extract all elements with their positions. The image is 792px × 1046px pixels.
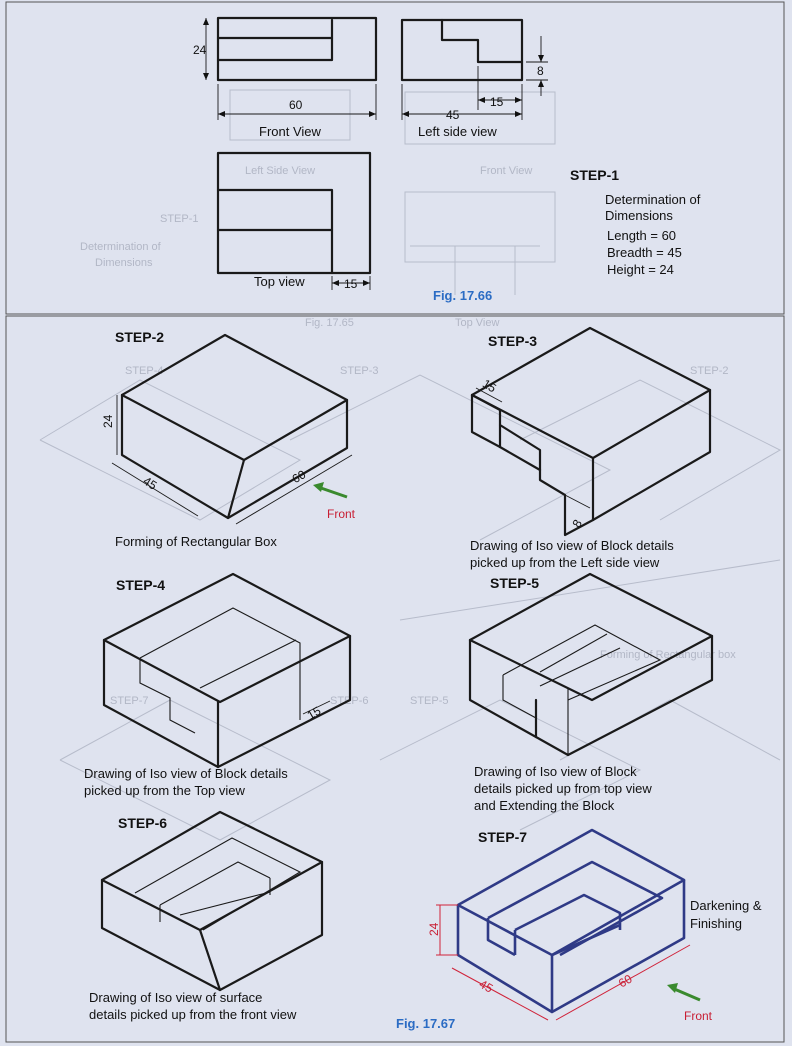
- step7-breadth-dim: 45: [476, 976, 496, 996]
- left-side-view: [402, 20, 548, 139]
- left-step-width-dim: 15: [490, 95, 504, 109]
- step3-box: [470, 328, 710, 570]
- front-arrow-icon: [672, 988, 700, 1000]
- step1-length: Length = 60: [607, 228, 677, 243]
- ghost-text: STEP-5: [410, 695, 449, 707]
- fig1-label: Fig. 17.66: [433, 288, 493, 303]
- step1-breadth: Breadth = 45: [607, 245, 682, 260]
- step3-side-dim: 8: [569, 517, 585, 530]
- step7-note2: Finishing: [690, 916, 743, 931]
- ghost-text: STEP-7: [110, 695, 149, 707]
- step7-box: [427, 829, 762, 1023]
- front-arrow-icon: [318, 487, 347, 497]
- step1-height: Height = 24: [607, 262, 674, 277]
- ghost-text: Fig. 17.65: [305, 317, 354, 329]
- step4-title: STEP-4: [116, 577, 166, 593]
- step3-top-dim: 15: [480, 376, 499, 396]
- step7-note1: Darkening &: [690, 898, 762, 913]
- ghost-text: STEP-3: [340, 365, 379, 377]
- step2-front-label: Front: [327, 507, 356, 521]
- top-view-label: Top view: [254, 274, 305, 289]
- front-length-dim: 60: [289, 98, 303, 112]
- step5-title: STEP-5: [490, 575, 540, 591]
- ghost-text: Front View: [480, 165, 533, 177]
- step1-subtitle2: Dimensions: [605, 208, 673, 223]
- fig2-label: Fig. 17.67: [396, 1016, 456, 1031]
- step6-caption2: details picked up from the front view: [89, 1007, 297, 1022]
- step2-height-dim: 24: [101, 414, 115, 428]
- ghost-text: Determination of: [80, 241, 161, 253]
- step2-breadth-dim: 45: [140, 473, 160, 493]
- step4-caption2: picked up from the Top view: [84, 783, 245, 798]
- step7-height-dim: 24: [427, 922, 441, 936]
- ghost-text: Left Side View: [245, 165, 316, 177]
- step5-caption3: and Extending the Block: [474, 798, 615, 813]
- step1-subtitle: Determination of: [605, 192, 701, 207]
- step1-notes: [570, 167, 701, 277]
- ghost-text: Forming of Rectangular box: [600, 649, 736, 661]
- ghost-text: Top View: [455, 317, 500, 329]
- step1-title: STEP-1: [570, 167, 620, 183]
- step4-box: [84, 574, 350, 798]
- step7-length-dim: 60: [615, 971, 635, 991]
- front-height-dim: 24: [193, 43, 207, 57]
- top-step-dim: 15: [344, 277, 358, 291]
- ghost-text: STEP-4: [125, 365, 164, 377]
- step2-title: STEP-2: [115, 329, 165, 345]
- step3-caption2: picked up from the Left side view: [470, 555, 660, 570]
- front-arrow-head-icon: [667, 983, 678, 993]
- front-arrow-head-icon: [313, 482, 324, 492]
- ghost-text: STEP-1: [160, 213, 199, 225]
- left-breadth-dim: 45: [446, 108, 460, 122]
- step4-caption1: Drawing of Iso view of Block details: [84, 766, 288, 781]
- step5-box: [470, 574, 712, 813]
- front-view-label: Front View: [259, 124, 321, 139]
- step7-front-label: Front: [684, 1009, 713, 1023]
- left-view-label: Left side view: [418, 124, 497, 139]
- step2-box: [101, 329, 356, 549]
- step4-dim: 15: [304, 703, 324, 723]
- step5-caption2: details picked up from top view: [474, 781, 652, 796]
- left-step-height-dim: 8: [537, 64, 544, 78]
- ghost-text: STEP-2: [690, 365, 729, 377]
- step2-caption: Forming of Rectangular Box: [115, 534, 277, 549]
- step6-box: [89, 812, 322, 1022]
- step6-title: STEP-6: [118, 815, 168, 831]
- ghost-text: Dimensions: [95, 257, 153, 269]
- step3-caption1: Drawing of Iso view of Block details: [470, 538, 674, 553]
- ghost-text: STEP-6: [330, 695, 369, 707]
- step2-length-dim: 60: [289, 467, 309, 487]
- front-view: [193, 18, 376, 139]
- step3-title: STEP-3: [488, 333, 538, 349]
- step5-caption1: Drawing of Iso view of Block: [474, 764, 637, 779]
- step7-title: STEP-7: [478, 829, 528, 845]
- step6-caption1: Drawing of Iso view of surface: [89, 990, 263, 1005]
